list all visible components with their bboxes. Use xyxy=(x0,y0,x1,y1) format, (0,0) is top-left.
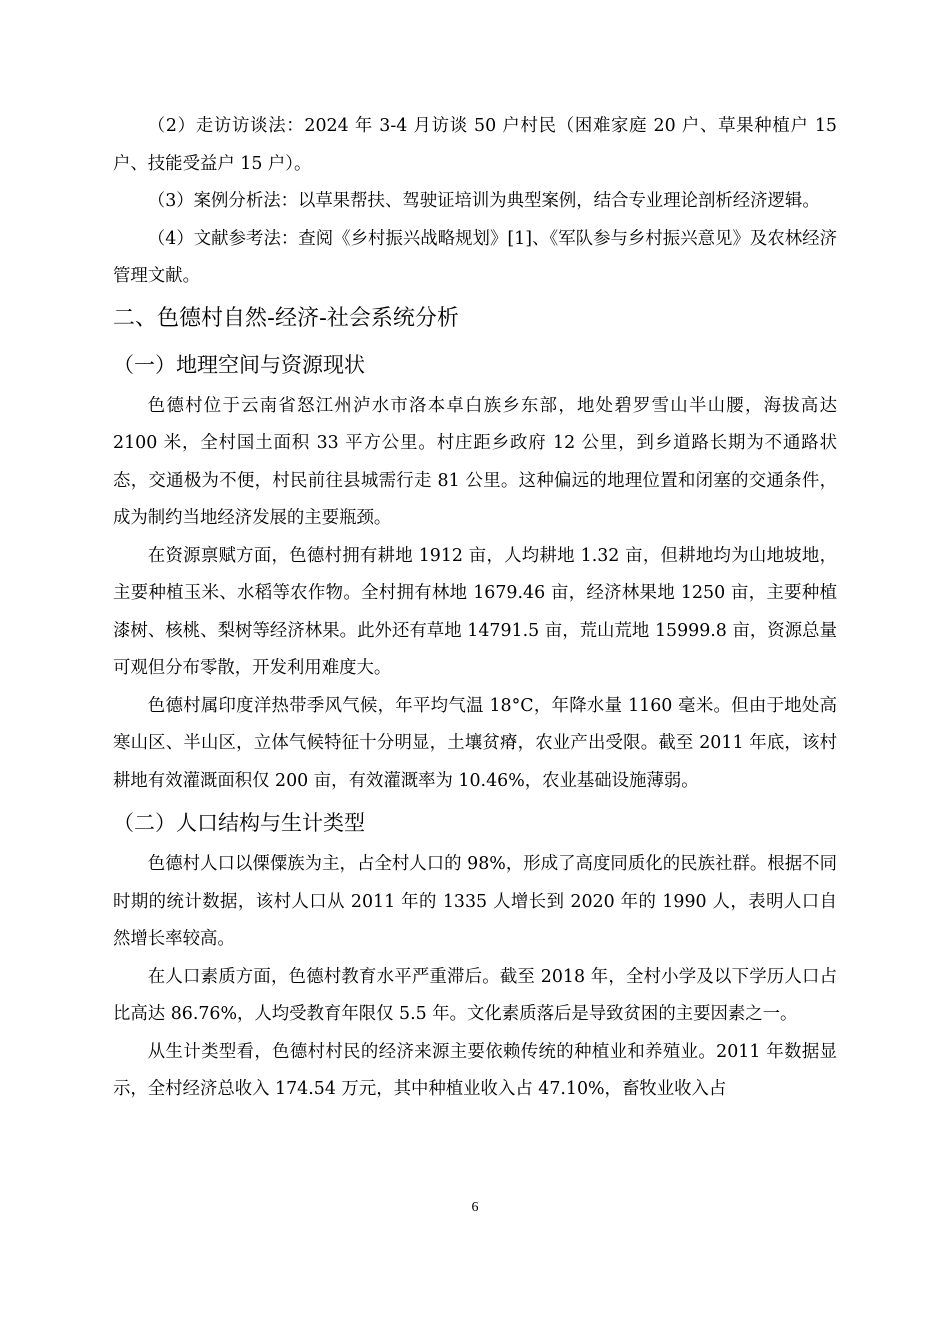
subsection-heading-population: （二）人口结构与生计类型 xyxy=(113,811,365,835)
paragraph-geography-climate: 色德村属印度洋热带季风气候，年平均气温 18°C，年降水量 1160 毫米。但由于地处高寒山区、半山区，立体气候特征十分明显，土壤贫瘠，农业产出受限。截至 2011 年底，该村耕地有效灌溉面积仅 200 亩，有效灌溉率为 10.46%，农业基础设施薄弱。 xyxy=(113,695,837,791)
paragraph-interview-method: （2）走访访谈法：2024 年 3-4 月访谈 50 户村民（困难家庭 20 户、草果种植户 15 户、技能受益户 15 户）。 xyxy=(113,116,837,174)
paragraph-population-livelihood: 从生计类型看，色德村村民的经济来源主要依赖传统的种植业和养殖业。2011 年数据显示，全村经济总收入 174.54 万元，其中种植业收入占 47.10%，畜牧业收入占 xyxy=(113,1041,837,1099)
paragraph-geography-resources: 在资源禀赋方面，色德村拥有耕地 1912 亩，人均耕地 1.32 亩，但耕地均为山地坡地，主要种植玉米、水稻等农作物。全村拥有林地 1679.46 亩，经济林果地 1250 亩，主要种植漆树、核桃、梨树等经济林果。此外还有草地 14791.5 亩，荒山荒地 15999.8 亩，资源总量可观但分布零散，开发利用难度大。 xyxy=(113,545,837,678)
page-body xyxy=(113,108,837,1109)
paragraph-case-method: （3）案例分析法：以草果帮扶、驾驶证培训为典型案例，结合专业理论剖析经济逻辑。 xyxy=(147,191,820,211)
paragraph-literature-method: （4）文献参考法：查阅《乡村振兴战略规划》[1]、《军队参与乡村振兴意见》及农林经济管理文献。 xyxy=(113,228,837,286)
paragraph-population-education: 在人口素质方面，色德村教育水平严重滞后。截至 2018 年，全村小学及以下学历人口占比高达 86.76%，人均受教育年限仅 5.5 年。文化素质落后是导致贫困的主要因素之一。 xyxy=(113,966,837,1024)
page-number: 6 xyxy=(471,1200,479,1215)
paragraph-population-ethnicity: 色德村人口以傈僳族为主，占全村人口的 98%，形成了高度同质化的民族社群。根据不同时期的统计数据，该村人口从 2011 年的 1335 人增长到 2020 年的 1990 人，表明人口自然增长率较高。 xyxy=(113,854,837,949)
paragraph-geography-location: 色德村位于云南省怒江州泸水市洛本卓白族乡东部，地处碧罗雪山半山腰，海拔高达 2100 米，全村国土面积 33 平方公里。村庄距乡政府 12 公里，到乡道路长期为不通路状态，交通极为不便，村民前往县城需行走 81 公里。这种偏远的地理位置和闭塞的交通条件，成为制约当地经济发展的主要瓶颈。 xyxy=(113,395,837,528)
section-heading: 二、色德村自然-经济-社会系统分析 xyxy=(113,305,459,331)
subsection-heading-geography: （一）地理空间与资源现状 xyxy=(113,352,365,377)
